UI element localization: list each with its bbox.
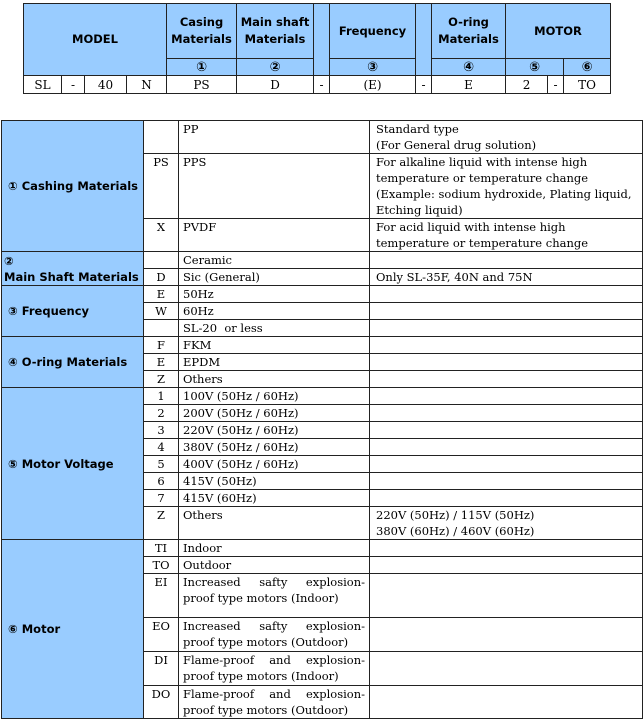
category-frequency: ③ Frequency [2,286,144,337]
option-name: PVDF [179,219,370,252]
option-note [370,439,643,456]
option-name: Others [179,507,370,540]
option-note [370,337,643,354]
header-casing: Casing Materials [167,4,237,59]
option-code: DO [144,686,179,719]
option-note [370,574,643,618]
option-name: Ceramic [179,252,370,269]
code-value: 40 [85,76,127,94]
table-row [2,286,643,303]
option-code: Z [144,507,179,540]
option-code [144,252,179,269]
code-value: - [548,76,564,94]
option-note [370,303,643,320]
header-gap [314,4,330,76]
option-code [144,320,179,337]
option-name: Flame-proof and explosion-proof type motors (Outdoor) [179,686,370,719]
option-code: 1 [144,388,179,405]
option-name: Indoor [179,540,370,557]
option-code: EO [144,618,179,652]
option-note [370,422,643,439]
option-name: 200V (50Hz / 60Hz) [179,405,370,422]
code-value: 2 [506,76,548,94]
option-code: 4 [144,439,179,456]
code-value: PS [167,76,237,94]
option-code: Z [144,371,179,388]
number-voltage: ⑤ [506,59,564,76]
table-row [2,388,643,405]
category-shaft [2,252,144,286]
table-row [2,252,643,269]
option-code: 7 [144,490,179,507]
model-code-table [23,3,611,94]
option-name: Increased safty explosion-proof type motors (Outdoor) [179,618,370,652]
option-code: 5 [144,456,179,473]
number-frequency: ③ [330,59,416,76]
header-motor: MOTOR [506,4,611,59]
header-oring: O-ring Materials [432,4,506,59]
code-value: TO [564,76,611,94]
category-motor: ⑥ Motor [2,540,144,719]
option-name: 400V (50Hz / 60Hz) [179,456,370,473]
option-name: Sic (General) [179,269,370,286]
option-note [370,686,643,719]
option-note [370,405,643,422]
category-oring: ④ O-ring Materials [2,337,144,388]
option-note: For alkaline liquid with intense high temperature or temperature change (Example: sodium hydroxide, Plating liquid, Etching liquid) [370,154,643,219]
code-value: D [237,76,314,94]
code-value: SL [24,76,62,94]
header-model: MODEL [24,4,167,76]
number-motor: ⑥ [564,59,611,76]
option-code [144,121,179,154]
category-voltage: ⑤ Motor Voltage [2,388,144,540]
option-code: F [144,337,179,354]
option-note: 220V (50Hz) / 115V (50Hz) 380V (60Hz) / 460V (60Hz) [370,507,643,540]
code-value: - [314,76,330,94]
option-note [370,652,643,686]
option-name: 220V (50Hz / 60Hz) [179,422,370,439]
option-name: EPDM [179,354,370,371]
code-value: E [432,76,506,94]
option-note [370,252,643,269]
option-name: 50Hz [179,286,370,303]
option-note: Only SL-35F, 40N and 75N [370,269,643,286]
option-code: DI [144,652,179,686]
option-code: 3 [144,422,179,439]
code-value: N [127,76,167,94]
option-code: W [144,303,179,320]
category-shaft-label: Main Shaft Materials [4,269,139,284]
option-note [370,557,643,574]
table-row [2,121,643,154]
options-table [1,120,643,719]
header-shaft: Main shaft Materials [237,4,314,59]
option-note [370,354,643,371]
option-note: Standard type (For General drug solution) [370,121,643,154]
option-name: Flame-proof and explosion-proof type motors (Indoor) [179,652,370,686]
option-code: EI [144,574,179,618]
option-note [370,473,643,490]
option-name: PPS [179,154,370,219]
option-note [370,540,643,557]
category-casing: ① Cashing Materials [2,121,144,252]
code-value: (E) [330,76,416,94]
option-name: 60Hz [179,303,370,320]
option-name: 380V (50Hz / 60Hz) [179,439,370,456]
option-name: FKM [179,337,370,354]
option-name: Outdoor [179,557,370,574]
option-code: 6 [144,473,179,490]
option-name: SL-20 or less [179,320,370,337]
option-name: 415V (60Hz) [179,490,370,507]
option-note [370,286,643,303]
code-value: - [416,76,432,94]
option-name: 415V (50Hz) [179,473,370,490]
option-note [370,371,643,388]
option-code: 2 [144,405,179,422]
option-code: PS [144,154,179,219]
code-value: - [62,76,85,94]
number-oring: ④ [432,59,506,76]
option-code: E [144,286,179,303]
option-code: X [144,219,179,252]
option-note [370,320,643,337]
option-code: D [144,269,179,286]
option-note [370,490,643,507]
option-name: PP [179,121,370,154]
number-casing: ① [167,59,237,76]
header-gap [416,4,432,76]
option-note [370,388,643,405]
option-name: Others [179,371,370,388]
number-shaft: ② [237,59,314,76]
category-shaft-number: ② [4,253,14,268]
option-name: 100V (50Hz / 60Hz) [179,388,370,405]
table-row [2,540,643,557]
option-name: Increased safty explosion-proof type motors (Indoor) [179,574,370,618]
option-code: TI [144,540,179,557]
option-note [370,456,643,473]
option-note [370,618,643,652]
option-code: E [144,354,179,371]
header-frequency: Frequency [330,4,416,59]
table-row [2,337,643,354]
option-code: TO [144,557,179,574]
option-note: For acid liquid with intense high temperature or temperature change [370,219,643,252]
